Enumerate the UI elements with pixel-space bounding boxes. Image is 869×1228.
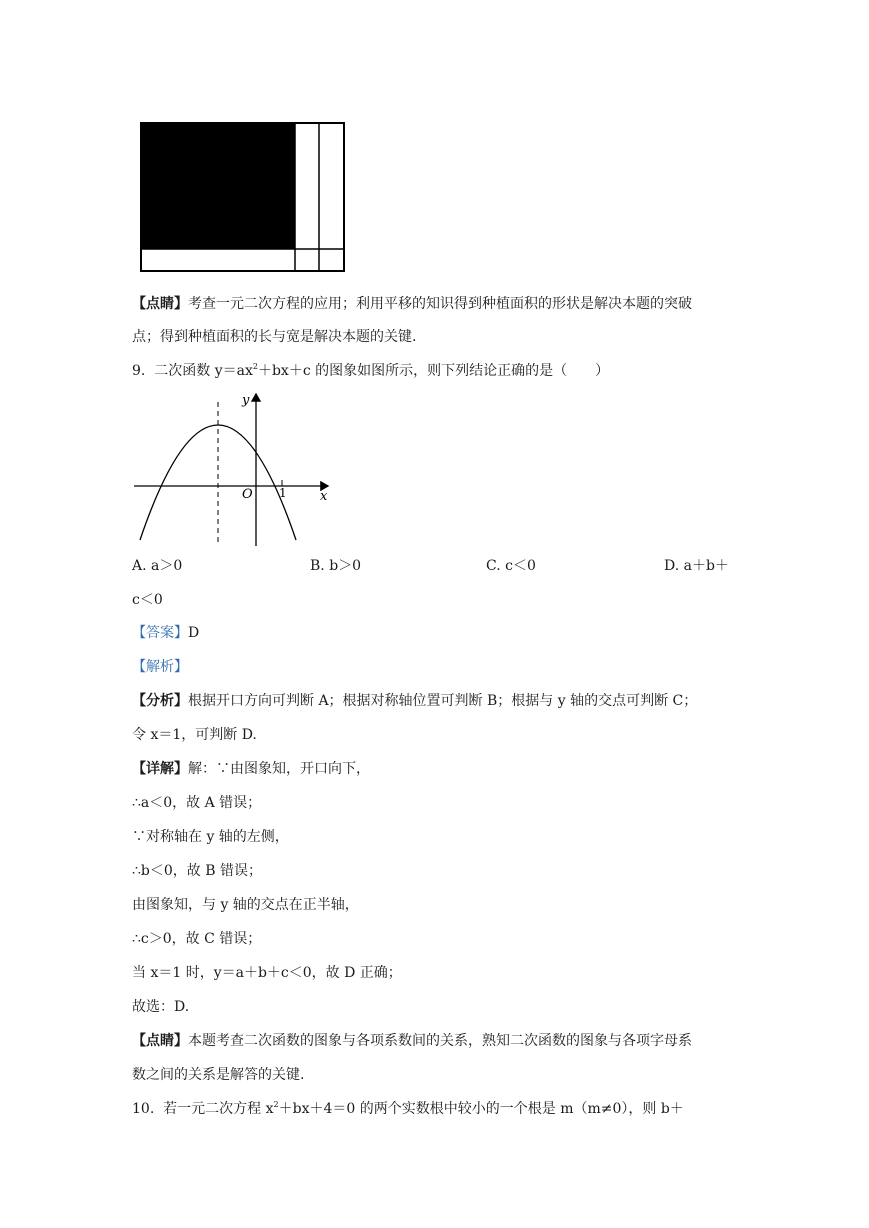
question-number: 10. (132, 1101, 155, 1117)
comment-line-1 (132, 294, 692, 314)
option-b: B. b＞0 (310, 558, 362, 574)
exponent: 2 (273, 1100, 279, 1109)
solution-text: 解：∵由图象知，开口向下， (188, 761, 370, 777)
answer-line (132, 623, 199, 643)
comment-line-2 (132, 327, 416, 347)
comment-text: 点；得到种植面积的长与宽是解决本题的关键. (132, 329, 417, 345)
comment-tag: 【点睛】 (132, 1033, 188, 1049)
comment-tag: 【点睛】 (132, 296, 188, 312)
exponent: 2 (252, 362, 258, 371)
fenxi-tag: 【分析】 (132, 693, 188, 709)
fenxi-text: 根据开口方向可判断 A；根据对称轴位置可判断 B；根据与 y 轴的交点可判断 C； (188, 693, 698, 709)
comment-line-1 (132, 1031, 692, 1051)
option-d: D. a＋b＋ (664, 558, 729, 574)
solution-step: 当 x＝1 时，y＝a＋b＋c＜0，故 D 正确； (132, 965, 402, 981)
option-c: C. c＜0 (486, 558, 536, 574)
origin-label: O (242, 487, 253, 502)
solution-step: 故选：D. (132, 999, 190, 1015)
tick-label: 1 (279, 486, 287, 500)
option-d-continued: c＜0 (132, 592, 163, 608)
solution-step: ∴a＜0，故 A 错误； (132, 795, 262, 811)
solution-step: ∴b＜0，故 B 错误； (132, 863, 262, 879)
fenxi-line-1 (132, 691, 697, 711)
answer-tag: 【答案】 (132, 625, 188, 641)
stem-part: 二次函数 y＝ax (154, 363, 253, 379)
xiangjie-tag: 【详解】 (132, 761, 188, 777)
answer-value: D (188, 625, 200, 641)
parabola-graph (130, 388, 335, 548)
question-number: 9. (132, 363, 146, 379)
stem-part: ＋bx＋c 的图象如图所示，则下列结论正确的是（ ） (257, 363, 610, 379)
comment-text: 考查一元二次方程的应用；利用平移的知识得到种植面积的形状是解决本题的突破 (188, 296, 692, 312)
solution-step: ∴c＞0，故 C 错误； (132, 931, 262, 947)
y-axis-label: y (242, 393, 250, 408)
solution-step: 由图象知，与 y 轴的交点在正半轴， (132, 897, 359, 913)
fenxi-line-2: 令 x＝1，可判断 D. (132, 727, 257, 743)
stem-part: ＋bx＋4＝0 的两个实数根中较小的一个根是 m（m≠0），则 b＋ (278, 1101, 684, 1117)
comment-line-2: 数之间的关系是解答的关键. (132, 1067, 305, 1083)
planting-area-block (141, 123, 295, 249)
option-a: A. a＞0 (132, 558, 183, 574)
question-10-stem (132, 1099, 684, 1119)
question-9-stem (132, 361, 609, 381)
analysis-tag: 【解析】 (132, 659, 188, 675)
comment-text: 本题考查二次函数的图象与各项系数间的关系，熟知二次函数的图象与各项字母系 (188, 1033, 692, 1049)
solution-step (132, 759, 370, 779)
solution-step: ∵对称轴在 y 轴的左侧， (132, 829, 289, 845)
stem-part: 若一元二次方程 x (163, 1101, 274, 1117)
planting-area-diagram (138, 120, 348, 274)
x-axis-label: x (320, 489, 328, 504)
